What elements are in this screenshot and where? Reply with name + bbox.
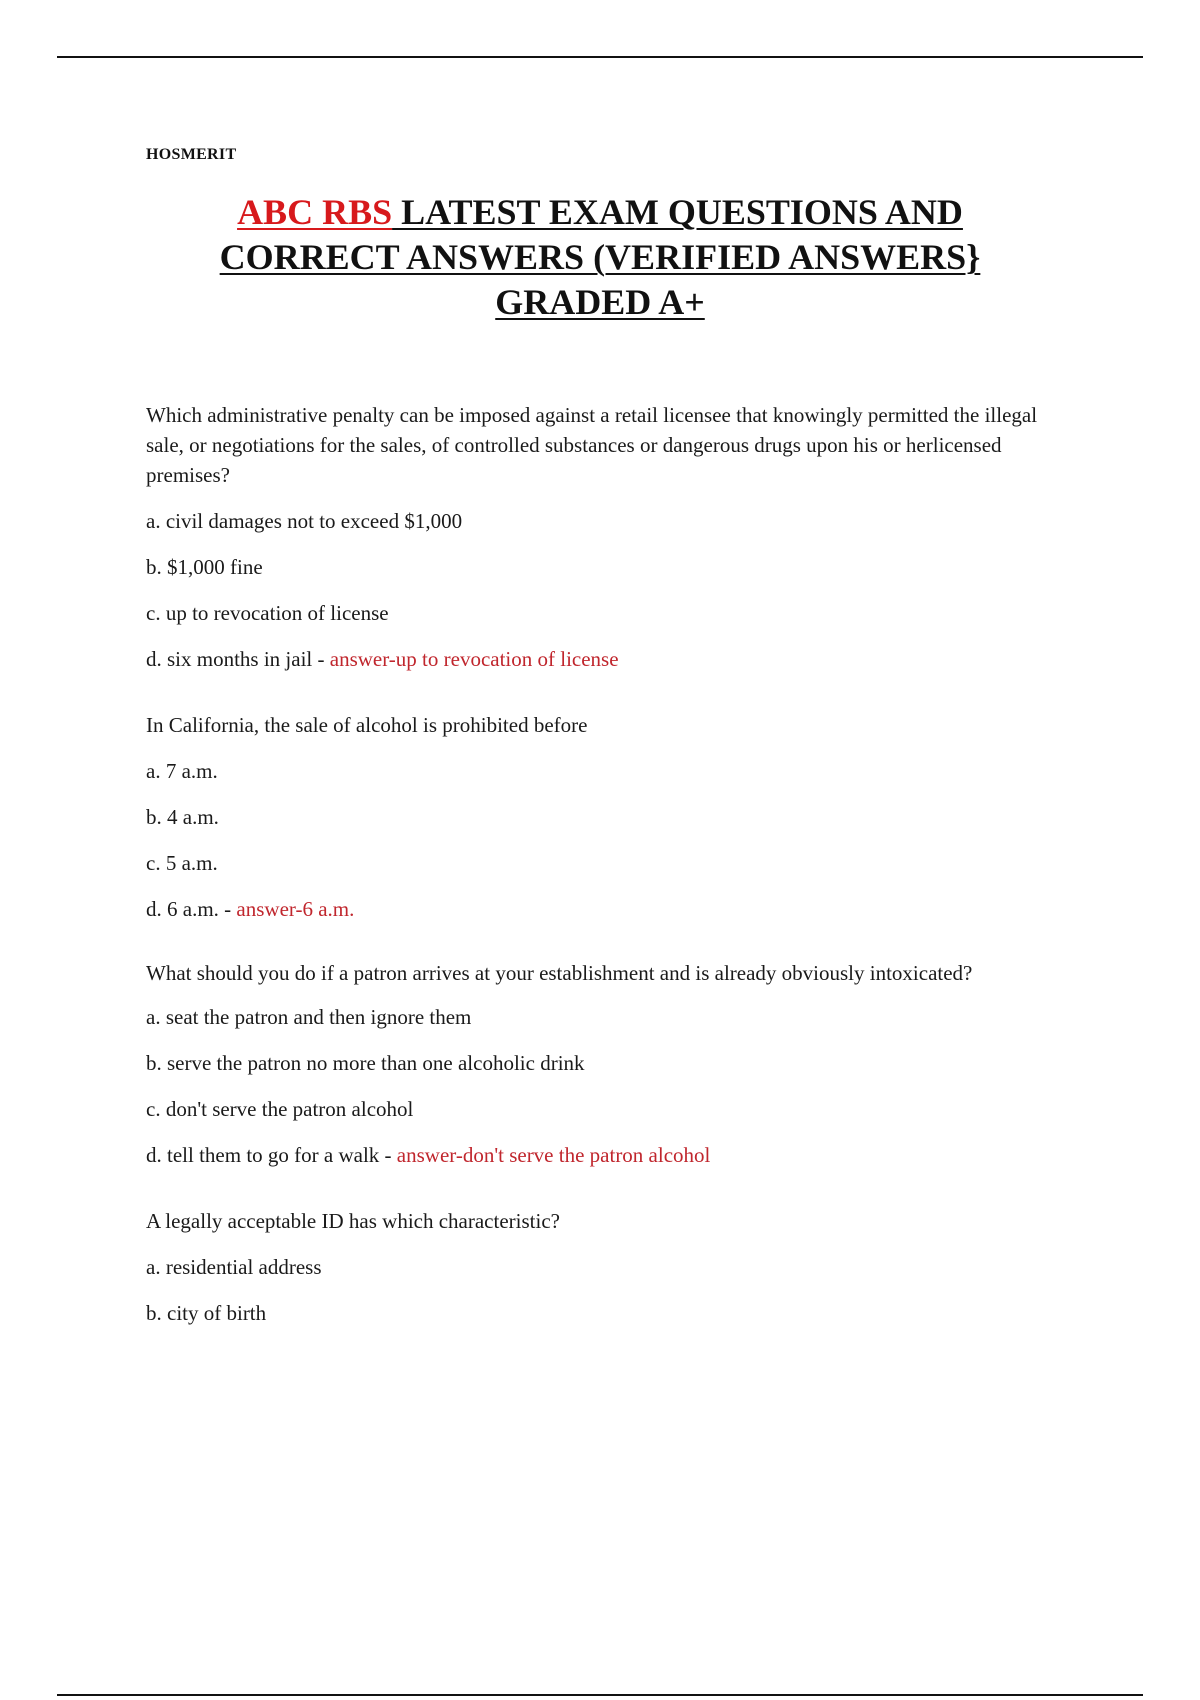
- page-title: [120, 190, 1080, 325]
- question-2: [146, 710, 1046, 924]
- option-d: [146, 644, 1046, 674]
- answer-text: answer-6 a.m.: [236, 897, 355, 921]
- option-c: c. don't serve the patron alcohol: [146, 1097, 414, 1121]
- question-text: A legally acceptable ID has which characteristic?: [146, 1209, 560, 1233]
- question-text: What should you do if a patron arrives at your establishment and is already obviously intoxicated?: [146, 961, 973, 985]
- option-d-text: d. six months in jail -: [146, 647, 330, 671]
- title-line-3-text: GRADED A+: [495, 282, 705, 322]
- bottom-rule: [57, 1694, 1143, 1696]
- questions-list: [146, 400, 1046, 1364]
- answer-text: answer-up to revocation of license: [329, 647, 619, 671]
- title-accent: ABC RBS: [237, 192, 393, 232]
- question-4: [146, 1206, 1046, 1328]
- option-a: a. civil damages not to exceed $1,000: [146, 509, 463, 533]
- title-line-3: [120, 280, 1080, 325]
- option-c: c. 5 a.m.: [146, 851, 218, 875]
- question-3: [146, 960, 1046, 1170]
- option-a: a. 7 a.m.: [146, 759, 218, 783]
- title-line-2-text: CORRECT ANSWERS (VERIFIED ANSWERS}: [219, 237, 981, 277]
- option-a: a. seat the patron and then ignore them: [146, 1005, 472, 1029]
- question-text: Which administrative penalty can be imposed against a retail licensee that knowingly permitted the illegal sale, or negotiations for the sales, of controlled substances or dangerous drugs upon his or herlicensed premises?: [146, 403, 1038, 487]
- option-d-text: d. tell them to go for a walk -: [146, 1143, 397, 1167]
- option-d: [146, 894, 1046, 924]
- option-b: b. city of birth: [146, 1301, 267, 1325]
- question-text: In California, the sale of alcohol is prohibited before: [146, 713, 588, 737]
- option-d-text: d. 6 a.m. -: [146, 897, 237, 921]
- question-1: [146, 400, 1046, 674]
- option-d: [146, 1140, 1046, 1170]
- option-a: a. residential address: [146, 1255, 322, 1279]
- title-line-1-rest: LATEST EXAM QUESTIONS AND: [392, 192, 963, 232]
- option-b: b. serve the patron no more than one alcoholic drink: [146, 1051, 585, 1075]
- answer-text: answer-don't serve the patron alcohol: [396, 1143, 711, 1167]
- title-line-1: [120, 190, 1080, 235]
- option-b: b. 4 a.m.: [146, 805, 219, 829]
- title-line-2: [120, 235, 1080, 280]
- top-rule: [57, 56, 1143, 58]
- header-label: HOSMERIT: [146, 146, 237, 163]
- option-c: c. up to revocation of license: [146, 601, 389, 625]
- option-b: b. $1,000 fine: [146, 555, 263, 579]
